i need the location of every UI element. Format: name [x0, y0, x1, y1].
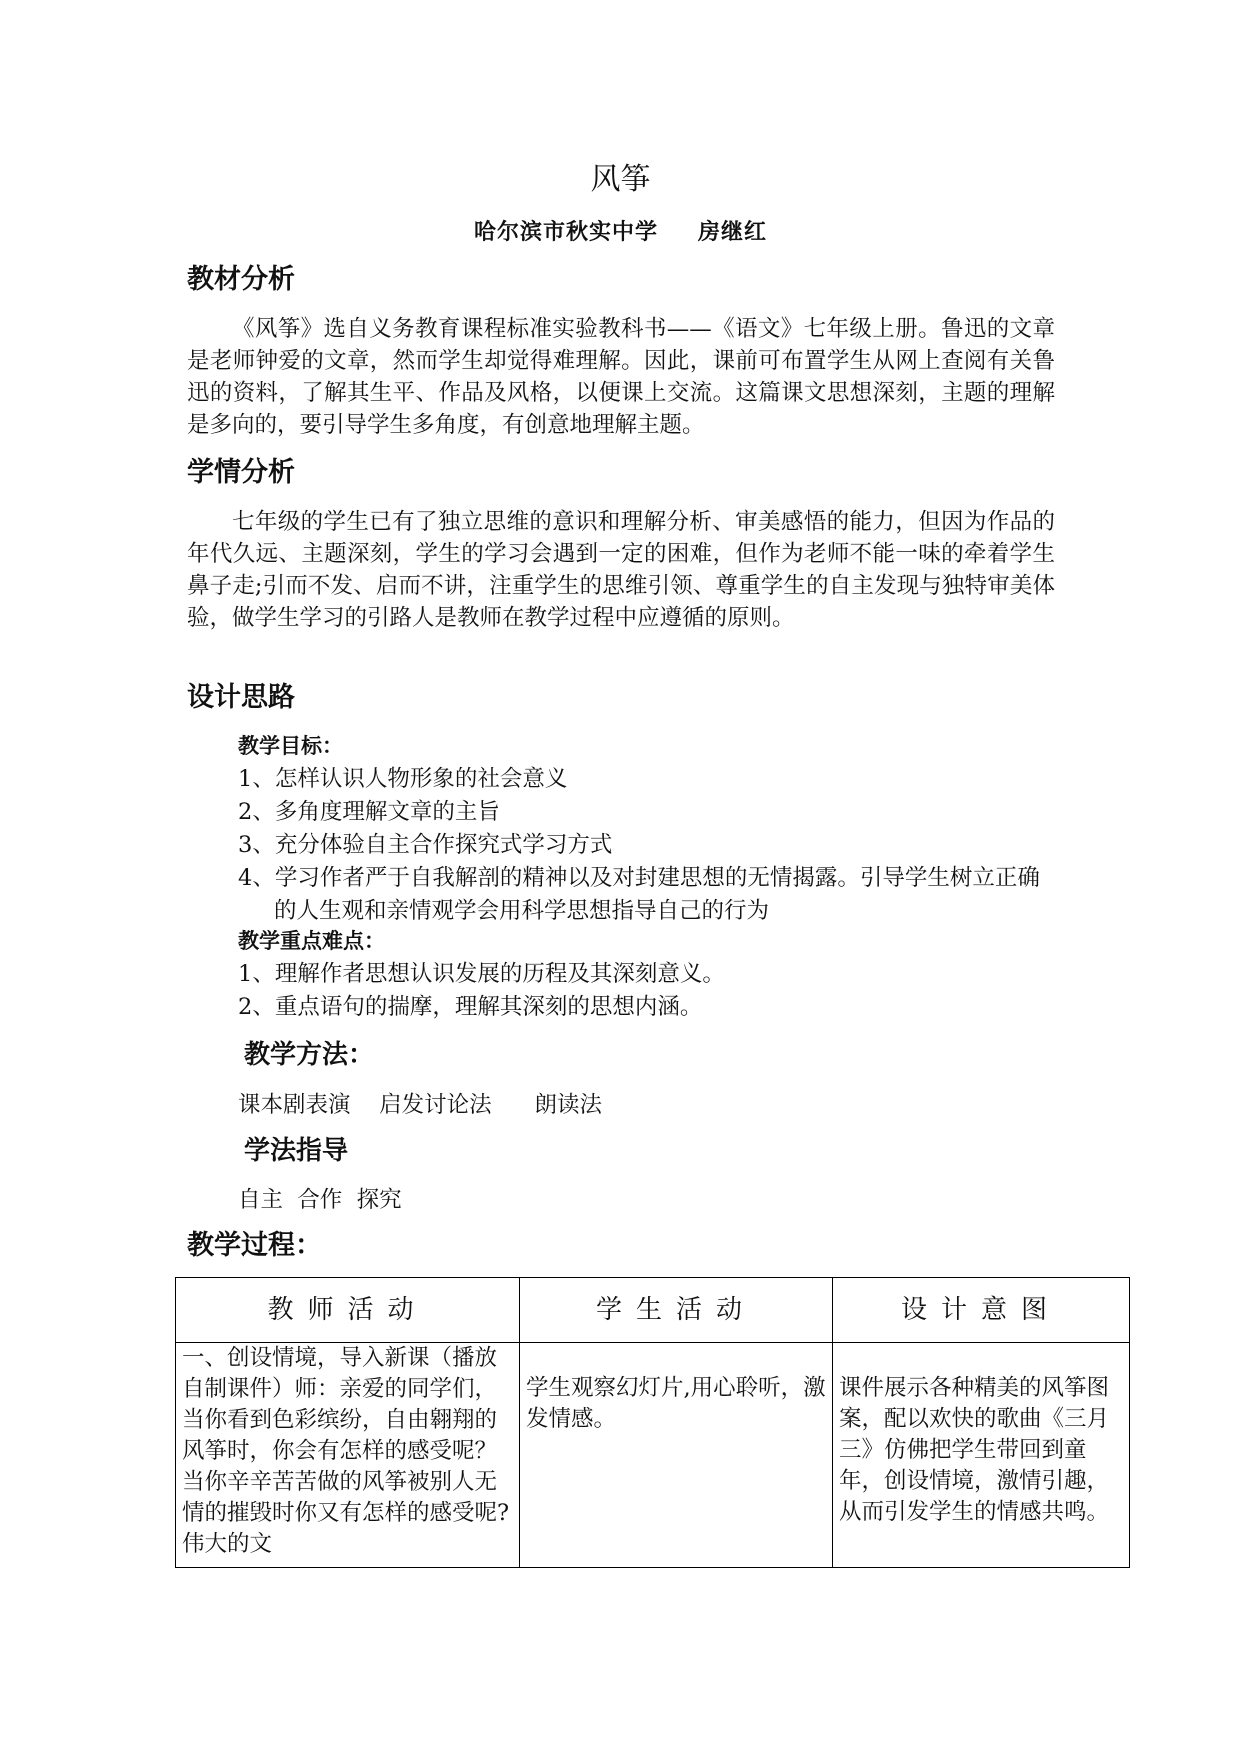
- keys-label: 教学重点难点：: [238, 929, 385, 953]
- methods-text: 课本剧表演 启发讨论法 朗读法: [238, 1092, 603, 1118]
- guidance-text: 自主 合作 探究: [238, 1187, 402, 1213]
- page-title: 风筝: [590, 162, 651, 197]
- column-header-intent: 设计意图: [833, 1278, 1130, 1343]
- student-activity-cell: 学生观察幻灯片,用心聆听，激发情感。: [520, 1343, 833, 1568]
- heading-students: 学情分析: [187, 457, 295, 488]
- table-header-row: [176, 1278, 1130, 1343]
- teacher-activity-cell: 一、创设情境，导入新课（播放自制课件）师：亲爱的同学们，当你看到色彩缤纷，自由翱翔的风筝时，你会有怎样的感受呢？当你辛辛苦苦做的风筝被别人无情的摧毁时你又有怎样的感受呢?伟大的文: [176, 1343, 520, 1568]
- material-paragraph: 《风筝》选自义务教育课程标准实验教科书——《语文》七年级上册。鲁迅的文章是老师钟爱的文章，然而学生却觉得难理解。因此，课前可布置学生从网上查阅有关鲁迅的资料，了解其生平、作品及风格，以便课上交流。这篇课文思想深刻，主题的理解是多向的，要引导学生多角度，有创意地理解主题。: [187, 316, 1055, 438]
- list-item: 1、理解作者思想认识发展的历程及其深刻意义。: [238, 961, 725, 987]
- heading-design: 设计思路: [187, 682, 295, 713]
- school-name: 哈尔滨市秋实中学: [473, 219, 658, 245]
- list-item: 3、充分体验自主合作探究式学习方式: [238, 832, 613, 858]
- byline: [0, 216, 1241, 248]
- list-item: 2、重点语句的揣摩，理解其深刻的思想内涵。: [238, 994, 703, 1020]
- list-item: 2、多角度理解文章的主旨: [238, 799, 500, 825]
- column-header-student: 学生活动: [520, 1278, 833, 1343]
- author-name: 房继红: [698, 219, 768, 245]
- heading-guidance: 学法指导: [244, 1136, 349, 1166]
- keys-list: [238, 958, 1048, 1024]
- process-table: [175, 1277, 1130, 1568]
- list-item: 4、学习作者严于自我解剖的精神以及对封建思想的无情揭露。引导学生树立正确的人生观和亲情观学会用科学思想指导自己的行为: [238, 865, 1040, 924]
- list-item: 1、怎样认识人物形象的社会意义: [238, 766, 568, 792]
- table-row: [176, 1343, 1130, 1568]
- goals-list: [238, 763, 1048, 928]
- heading-process: 教学过程：: [187, 1230, 322, 1261]
- heading-methods: 教学方法：: [244, 1040, 375, 1070]
- students-paragraph: 七年级的学生已有了独立思维的意识和理解分析、审美感悟的能力，但因为作品的年代久远、主题深刻，学生的学习会遇到一定的困难，但作为老师不能一味的牵着学生鼻子走;引而不发、启而不讲，注重学生的思维引领、尊重学生的自主发现与独特审美体验，做学生学习的引路人是教师在教学过程中应遵循的原则。: [187, 509, 1055, 631]
- goals-label: 教学目标：: [238, 734, 343, 758]
- column-header-teacher: 教师活动: [176, 1278, 520, 1343]
- design-intent-cell: 课件展示各种精美的风筝图案，配以欢快的歌曲《三月三》仿佛把学生带回到童年，创设情境，激情引趣，从而引发学生的情感共鸣。: [833, 1343, 1130, 1568]
- heading-material: 教材分析: [187, 264, 295, 295]
